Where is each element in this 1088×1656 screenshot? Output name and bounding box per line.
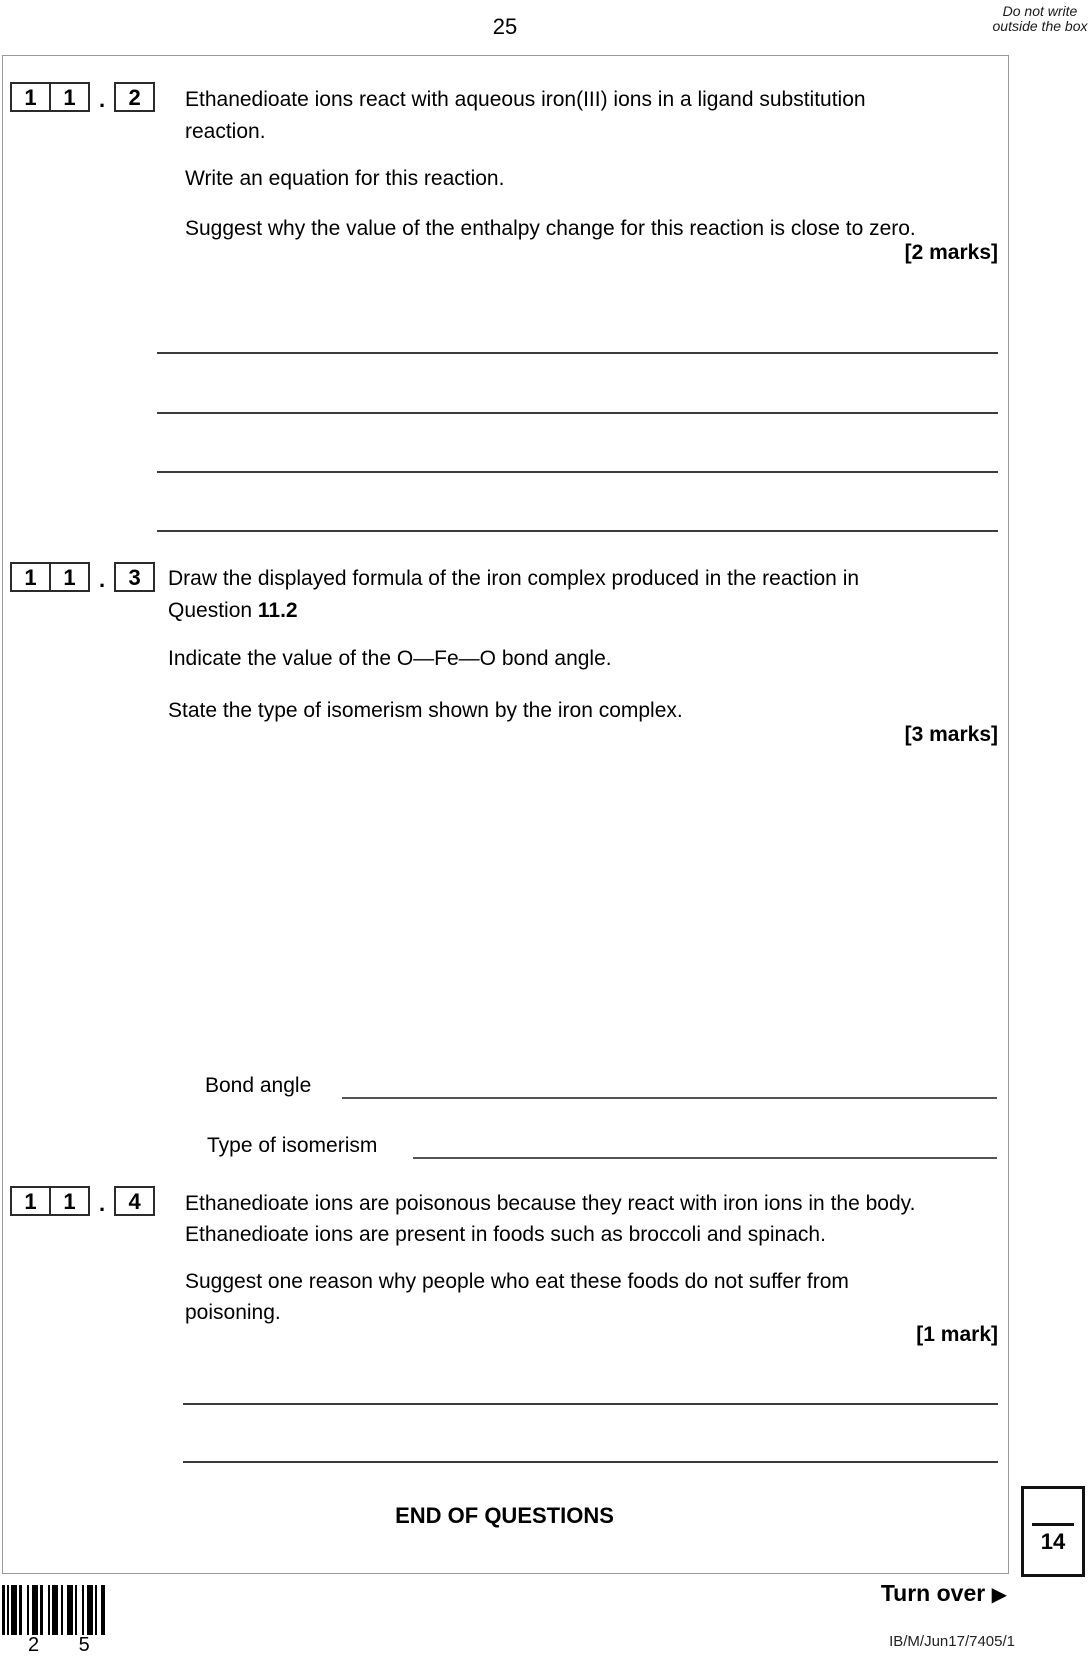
turn-over-text: Turn over (880, 1580, 986, 1606)
document-code: IB/M/Jun17/7405/1 (889, 1633, 1015, 1650)
margin-note: Do not write outside the box (992, 3, 1088, 34)
marks-badge-11-3: [3 marks] (904, 723, 998, 746)
answer-line (157, 412, 998, 414)
answer-line (183, 1403, 998, 1405)
question-reference: 11.2 (257, 599, 298, 622)
answer-line (157, 352, 998, 354)
total-marks-rule (1032, 1523, 1074, 1526)
paragraph-line: Suggest one reason why people who eat these foods do not suffer from (185, 1270, 849, 1293)
question-number-11-2 (10, 81, 155, 113)
total-marks-box (1021, 1486, 1085, 1577)
paragraph-line: Ethanedioate ions are poisonous because they react with iron ions in the body. (185, 1192, 916, 1215)
question-digit: 1 (10, 562, 51, 592)
barcode (2, 1585, 108, 1635)
bond-angle-answer-line (342, 1097, 997, 1099)
question-digit: 1 (10, 82, 51, 112)
question-sub-digit: 4 (114, 1186, 155, 1216)
paragraph-line: Question 11.2 (168, 599, 298, 622)
marks-badge-11-2: [2 marks] (904, 241, 998, 264)
question-11-2-task-1: Write an equation for this reaction. (185, 167, 505, 190)
isomerism-answer-line (413, 1157, 997, 1159)
question-11-2-intro (185, 84, 975, 148)
question-11-3-intro (168, 563, 978, 627)
question-11-3-task-2: State the type of isomerism shown by the iron complex. (168, 699, 683, 722)
turn-over-label (600, 1580, 1007, 1607)
bond-angle-label: Bond angle (205, 1074, 312, 1097)
question-digit: 1 (49, 562, 90, 592)
question-digit: 1 (49, 1186, 90, 1216)
answer-line (157, 471, 998, 473)
marks-badge-11-4: [1 mark] (916, 1323, 998, 1346)
paragraph-line: Ethanedioate ions are present in foods such as broccoli and spinach. (185, 1223, 826, 1246)
question-number-11-3 (10, 561, 155, 593)
question-11-2-task-2: Suggest why the value of the enthalpy change for this reaction is close to zero. (185, 217, 916, 240)
turn-over-arrow-icon: ▶ (991, 1584, 1007, 1606)
barcode-digits: 2 5 (28, 1634, 107, 1656)
question-digit: 1 (10, 1186, 51, 1216)
question-number-11-4 (10, 1185, 155, 1217)
paragraph-line: Draw the displayed formula of the iron complex produced in the reaction in (168, 567, 860, 590)
question-number-dot: . (99, 87, 106, 112)
end-of-questions: END OF QUESTIONS (395, 1503, 614, 1528)
question-digit: 1 (49, 82, 90, 112)
question-sub-digit: 2 (114, 82, 155, 112)
total-marks-value: 14 (1040, 1529, 1066, 1554)
question-number-dot: . (99, 567, 106, 592)
question-11-3-task-1: Indicate the value of the O—Fe—O bond angle. (168, 647, 612, 670)
question-11-4-task (185, 1266, 998, 1328)
question-sub-digit: 3 (114, 562, 155, 592)
isomerism-label: Type of isomerism (207, 1134, 378, 1157)
paragraph-line: Ethanedioate ions react with aqueous iron(III) ions in a ligand substitution (185, 88, 866, 111)
page-number: 25 (492, 14, 518, 39)
paragraph-line: poisoning. (185, 1301, 281, 1324)
answer-line (157, 530, 998, 532)
paragraph-line: reaction. (185, 120, 266, 143)
question-11-4-intro (185, 1188, 998, 1250)
question-number-dot: . (99, 1191, 106, 1216)
answer-line (183, 1461, 998, 1463)
